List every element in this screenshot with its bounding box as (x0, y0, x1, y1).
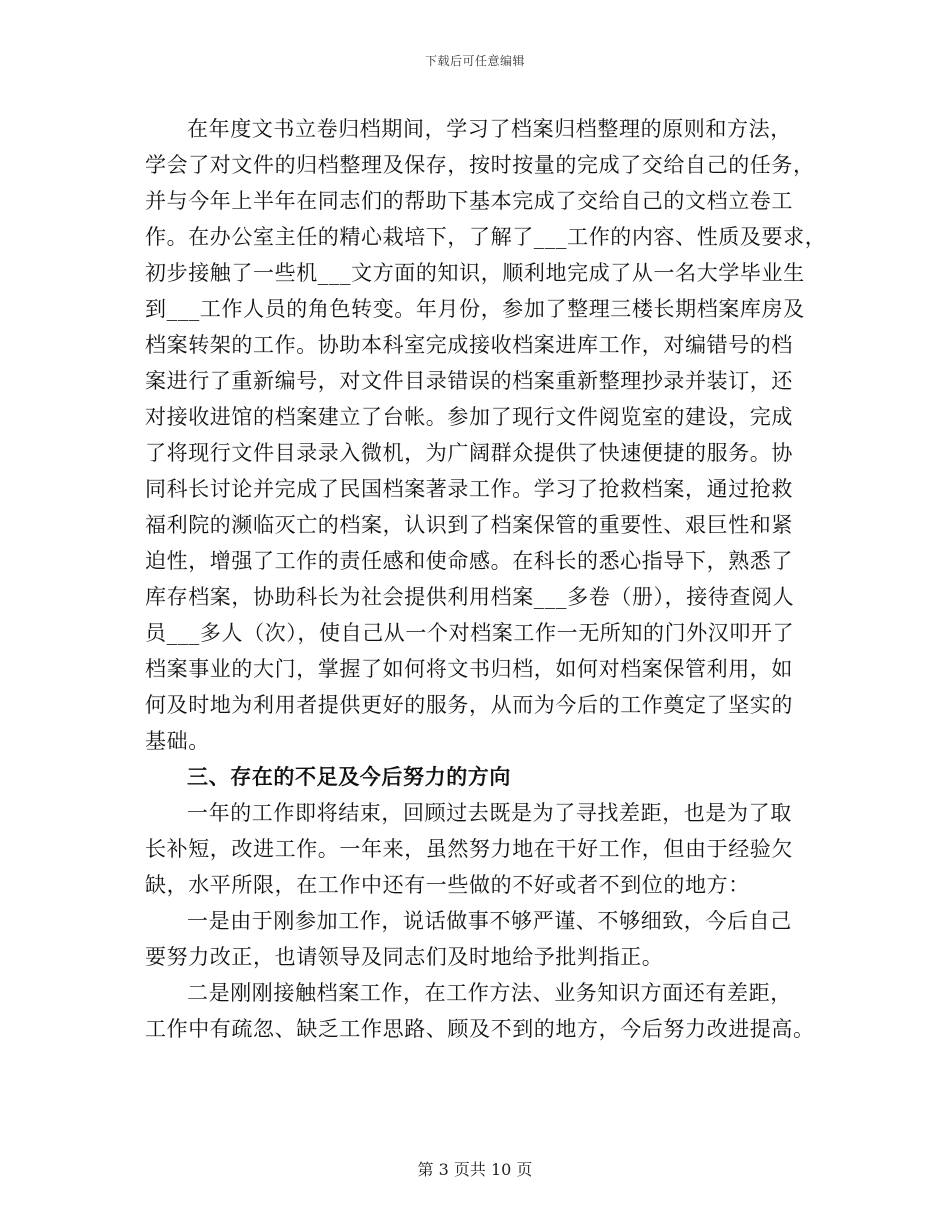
paragraph-line: 了将现行文件目录录入微机，为广阔群众提供了快速便捷的服务。协 (145, 441, 793, 465)
document-body (145, 111, 827, 1047)
paragraph-line: 长补短，改进工作。一年来，虽然努力地在干好工作，但由于经验欠 (145, 837, 793, 861)
paragraph-line: 工作中有疏忽、缺乏工作思路、顾及不到的地方，今后努力改进提高。 (145, 1017, 815, 1041)
paragraph-line: 一年的工作即将结束，回顾过去既是为了寻找差距，也是为了取 (187, 801, 792, 825)
paragraph-line: 作。在办公室主任的精心栽培下，了解了___工作的内容、性质及要求， (145, 225, 827, 249)
paragraph-line: 迫性，增强了工作的责任感和使命感。在科长的悉心指导下，熟悉了 (145, 549, 793, 573)
paragraph-line: 并与今年上半年在同志们的帮助下基本完成了交给自己的文档立卷工 (145, 189, 793, 213)
paragraph-line: 案进行了重新编号，对文件目录错误的档案重新整理抄录并装订，还 (145, 369, 793, 393)
paragraph-line: 档案转架的工作。协助本科室完成接收档案进库工作，对编错号的档 (145, 333, 793, 357)
paragraph-line: 福利院的濒临灭亡的档案，认识到了档案保管的重要性、艰巨性和紧 (145, 513, 793, 537)
paragraph-line: 学会了对文件的归档整理及保存，按时按量的完成了交给自己的任务， (145, 153, 815, 177)
paragraph-line: 何及时地为利用者提供更好的服务，从而为今后的工作奠定了坚实的 (145, 693, 793, 717)
paragraph-line: 在年度文书立卷归档期间，学习了档案归档整理的原则和方法， (187, 117, 792, 141)
paragraph-line: 员___多人（次），使自己从一个对档案工作一无所知的门外汉叩开了 (145, 621, 795, 645)
paragraph-line: 一是由于刚参加工作，说话做事不够严谨、不够细致，今后自己 (187, 909, 792, 933)
paragraph-line: 初步接触了一些机___文方面的知识，顺利地完成了从一名大学毕业生 (145, 261, 805, 285)
paragraph-line: 到___工作人员的角色转变。年月份，参加了整理三楼长期档案库房及 (145, 297, 805, 321)
paragraph-line: 二是刚刚接触档案工作，在工作方法、业务知识方面还有差距， (187, 981, 792, 1005)
section-heading: 三、存在的不足及今后努力的方向 (187, 764, 511, 789)
page-header: 下载后可任意编辑 (424, 54, 525, 68)
paragraph-line: 对接收进馆的档案建立了台帐。参加了现行文件阅览室的建设，完成 (145, 405, 793, 429)
page-number: 第 3 页共 10 页 (417, 1160, 533, 1179)
paragraph-line: 库存档案，协助科长为社会提供利用档案___多卷（册），接待查阅人 (145, 585, 795, 609)
paragraph-line: 同科长讨论并完成了民国档案著录工作。学习了抢救档案，通过抢救 (145, 477, 793, 501)
paragraph-line: 基础。 (145, 729, 210, 753)
paragraph-line: 要努力改正，也请领导及同志们及时地给予批判指正。 (145, 945, 664, 969)
paragraph-line: 缺，水平所限，在工作中还有一些做的不好或者不到位的地方： (145, 873, 750, 897)
paragraph-line: 档案事业的大门，掌握了如何将文书归档，如何对档案保管利用，如 (145, 657, 793, 681)
